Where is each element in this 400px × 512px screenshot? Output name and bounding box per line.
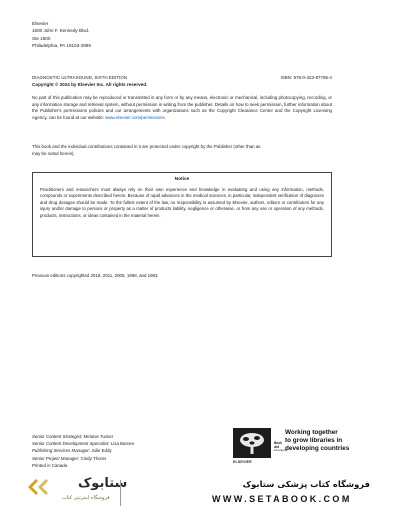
address-line: Elsevier xyxy=(32,21,49,26)
credit-row xyxy=(32,433,134,440)
store-watermark-footer xyxy=(0,474,400,512)
book-aid-wordmark: Book Aid International xyxy=(274,441,288,453)
setabook-logo-icon xyxy=(26,476,60,498)
publisher-address xyxy=(32,20,91,50)
credit-role: Senior Content Strategist: xyxy=(32,434,83,439)
address-line: Philadelphia, PA 19103-2899 xyxy=(32,43,91,49)
footer-divider xyxy=(120,480,121,506)
title-isbn-line xyxy=(32,75,332,81)
isbn: ISBN: 978-0-323-87795-4 xyxy=(280,75,332,80)
copyright-line: Copyright © 2024 by Elsevier Inc. All rights reserved. xyxy=(32,82,148,87)
credit-role: Senior Content Development Specialist: xyxy=(32,441,110,447)
elsevier-wordmark: ELSEVIER xyxy=(233,460,252,464)
setabook-logo-subtitle: فروشگاه اینترنتی کتاب xyxy=(62,495,110,501)
permissions-link[interactable]: www.elsevier.com/permissions xyxy=(105,114,165,120)
notice-body: Practitioners and researchers must always rely on their own experience and knowledge in evaluating and using any information, methods, compounds or experiments described herein. Because of rapid advances in the medical sciences, in particular, independent verification of diagnoses and drug dosages should be made. To the fullest extent of the law, no responsibility is assumed by Elsevier, authors, editors or contributors for any injury and/or damage to persons or property as a matter of products liability, negligence or otherwise, or from any use or operation of any methods, products, instructions, or ideas contained in the material herein. xyxy=(40,187,324,218)
credit-row xyxy=(32,440,134,447)
credit-name: Melanie Tucker xyxy=(83,434,114,439)
credit-role: Publishing Services Manager: xyxy=(32,448,91,454)
credit-name: Cindy Thoms xyxy=(80,455,107,461)
book-aid-logo xyxy=(233,428,350,468)
store-name: فروشگاه کتاب پزشکی ستابوک xyxy=(242,479,370,489)
elsevier-tree-icon xyxy=(233,428,271,458)
credit-role: Senior Project Manager: xyxy=(32,455,80,461)
notice-title: Notice xyxy=(174,177,190,182)
store-website[interactable]: WWW.SETABOOK.COM xyxy=(212,494,352,504)
notice-box xyxy=(32,172,332,257)
book-aid-tagline: Working together to grow libraries in developing countries xyxy=(285,429,350,452)
credit-row xyxy=(32,447,134,454)
address-line: Ste 1800 xyxy=(32,35,51,41)
rights-paragraph: No part of this publication may be reproduced or transmitted in any form or by any means, electronic or mechanical, including photocopying, recording, or any information storage and retrieval system, without permission in writing from the publisher. Details on how to seek permission, further information about the Publisher's permissions policies and our arrangements with organizations such as the Copyright Clearance Center and the Copyright Licensing Agency, can be found at our website: www.elsevier.com/permissions. xyxy=(32,95,332,120)
previous-editions: Previous editions copyrighted 2018, 2011, 2005, 1998, and 1993. xyxy=(32,273,159,278)
credit-row xyxy=(32,455,134,462)
book-title: DIAGNOSTIC ULTRASOUND, SIXTH EDITION xyxy=(32,75,128,80)
printed-in: Printed in Canada xyxy=(32,463,68,468)
credits xyxy=(32,433,134,462)
credit-name: Julie Eddy xyxy=(91,448,112,454)
credit-name: Lisa Barnes xyxy=(110,441,135,447)
setabook-logo-text: ستابوک xyxy=(78,476,128,491)
rights-text: No part of this publication may be reproduced or transmitted in any form or by any means, electronic or mechanical, including photocopying, recording, or any information storage and retrieval system, without permission in writing from the publisher. Details on how to seek permission, further information about the Publisher's permissions policies and our arrangements with organizations such as the Copyright Clearance Center and the Copyright Licensing Agency, can be found at our website: xyxy=(32,95,332,120)
address-line: 1600 John F. Kennedy Blvd. xyxy=(32,28,90,34)
protected-paragraph: This book and the individual contributions contained in it are protected under copyright by the Publisher (other than as may be noted herein). xyxy=(32,144,261,156)
